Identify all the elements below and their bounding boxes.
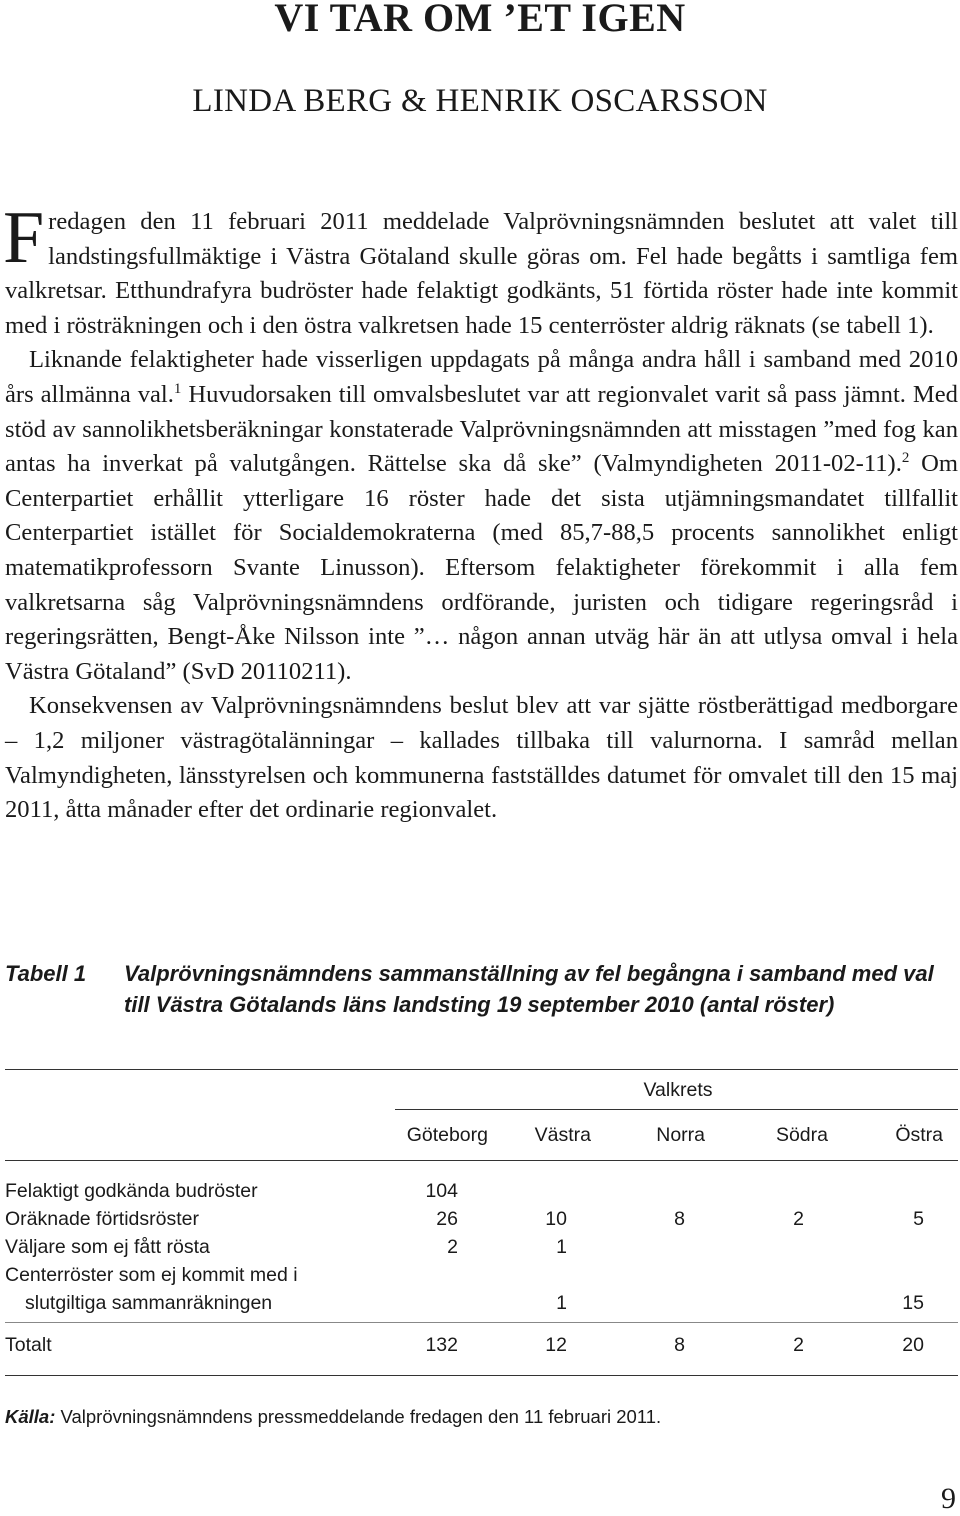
row-label: slutgiltiga sammanräkningen xyxy=(25,1292,273,1314)
column-header-goteborg: Göteborg xyxy=(406,1124,488,1146)
table-source xyxy=(5,1405,661,1429)
table-cell-total: 12 xyxy=(545,1334,567,1356)
row-label: Väljare som ej fått rösta xyxy=(5,1236,210,1258)
table-cell: 5 xyxy=(913,1208,924,1230)
table-header-rule xyxy=(5,1160,958,1161)
table-cell-total: 132 xyxy=(425,1334,458,1356)
table-label: Tabell 1 xyxy=(5,961,87,986)
paragraph-2 xyxy=(5,343,958,689)
table-cell: 1 xyxy=(556,1292,567,1314)
table-cell: 2 xyxy=(447,1236,458,1258)
paragraph-2-text-b: Huvudorsaken till omvalsbeslutet var att regionvalet varit så pass jämnt. Med stöd av sannolikhetsberäkningar konstaterade Valprövningsnämnden att misstagen ”med fog kan antas ha inverkat på valutgången. Rättelse ska då ske” (Valmyndigheten 2011-02-11). xyxy=(5,380,958,478)
row-label: Oräknade förtidsröster xyxy=(5,1208,200,1230)
column-header-ostra: Östra xyxy=(895,1124,943,1146)
article-authors: LINDA BERG & HENRIK OSCARSSON xyxy=(192,83,768,119)
source-text: Valprövningsnämndens pressmeddelande fredagen den 11 februari 2011. xyxy=(55,1406,662,1427)
table-caption-text: Valprövningsnämndens sammanställning av fel begångna i samband med val till Västra Götalands läns landsting 19 september 2010 (antal röster) xyxy=(124,961,934,1017)
table-cell: 26 xyxy=(436,1208,458,1230)
table-cell-total: 8 xyxy=(674,1334,685,1356)
table-total-rule xyxy=(5,1322,958,1323)
table-cell: 8 xyxy=(674,1208,685,1230)
table-bottom-rule xyxy=(5,1375,958,1376)
drop-cap: F xyxy=(3,197,45,279)
table-cell: 2 xyxy=(793,1208,804,1230)
row-label-total: Totalt xyxy=(5,1334,52,1356)
footnote-ref-2[interactable]: 2 xyxy=(901,449,910,466)
table-cell-total: 2 xyxy=(793,1334,804,1356)
paragraph-2-text-a: Liknande felaktigheter hade visserligen uppdagats på många andra håll i samband med 2010 års allmänna val. xyxy=(5,346,958,408)
column-group-rule xyxy=(395,1109,958,1110)
table-cell: 1 xyxy=(556,1236,567,1258)
table-top-rule xyxy=(5,1069,958,1070)
paragraph-1-text: redagen den 11 februari 2011 meddelade Valprövningsnämnden beslutet att valet till landstingsfullmäktige i Västra Götaland skulle göras om. Fel hade begåtts i samtliga fem valkretsar. Etthundrafyra budröster hade felaktigt godkänts, 51 förtida röster hade inte kommit med i rösträkningen och i den östra valkretsen hade 15 centerröster aldrig räknats (se tabell 1). xyxy=(5,208,958,339)
column-header-sodra: Södra xyxy=(775,1124,828,1146)
table-cell: 10 xyxy=(545,1208,567,1230)
footnote-ref-1[interactable]: 1 xyxy=(173,380,182,397)
table-cell-total: 20 xyxy=(902,1334,924,1356)
article-body xyxy=(3,197,958,828)
paragraph-2-text-c: Om Centerpartiet erhållit ytterligare 16 röster hade det sista utjämningsmandatet tillfallit Centerpartiet istället för Socialdemokraterna (med 85,7-88,5 procents sannolikhet enligt matematikprofessorn Svante Linusson). Eftersom felaktigheter förekommit i alla fem valkretsarna såg Valprövningsnämndens ordförande, juristen och tidigare regeringsråd i regeringsrätten, Bengt-Åke Nilsson inte ”… någon annan utväg här än att utlysa omval i hela Västra Götaland” (SvD 20110211). xyxy=(5,450,958,685)
table-cell: 104 xyxy=(425,1180,458,1202)
column-group-header: Valkrets xyxy=(643,1079,713,1101)
paragraph-3: Konsekvensen av Valprövningsnämndens beslut blev att var sjätte röstberättigad medborgare – 1,2 miljoner västragötalänningar – kallades tillbaka till valurnorna. I samråd mellan Valmyndigheten, länsstyrelsen och kommunerna fastställdes datumet för omvalet till den 15 maj 2011, åtta månader efter det ordinarie regionvalet. xyxy=(5,692,958,824)
source-label: Källa: xyxy=(5,1406,56,1427)
table-cell: 15 xyxy=(902,1292,924,1314)
page-number: 9 xyxy=(941,1482,956,1515)
row-label: Felaktigt godkända budröster xyxy=(5,1180,258,1202)
column-header-norra: Norra xyxy=(656,1124,705,1146)
row-label: Centerröster som ej kommit med i xyxy=(5,1264,298,1286)
column-header-vastra: Västra xyxy=(534,1124,591,1146)
article-title: VI TAR OM ’ET IGEN xyxy=(274,0,686,40)
paragraph-1 xyxy=(3,197,958,343)
